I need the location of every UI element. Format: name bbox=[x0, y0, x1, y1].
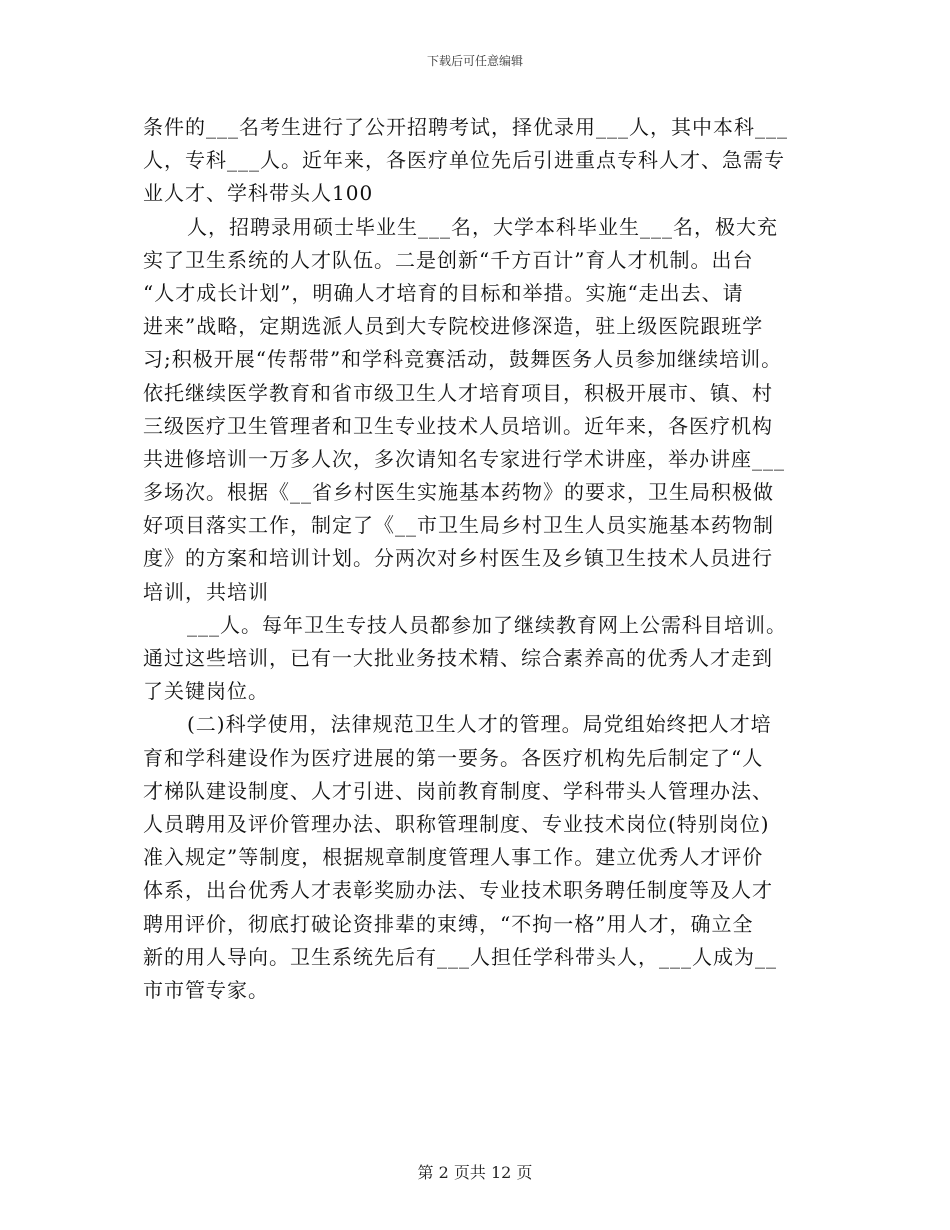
text-line: ___人。每年卫生专技人员都参加了继续教育网上公需科目培训。 bbox=[187, 612, 787, 637]
text-line: “人才成长计划”，明确人才培育的目标和举措。实施“走出去、请 bbox=[143, 280, 744, 305]
text-line: 条件的___名考生进行了公开招聘考试，择优录用___人，其中本科___ bbox=[143, 115, 788, 139]
text-line: 聘用评价，彻底打破论资排辈的束缚，“不拘一格”用人才，确立全 bbox=[143, 911, 754, 936]
text-line: 习;积极开展“传帮带”和学科竞赛活动，鼓舞医务人员参加继续培训。 bbox=[143, 347, 783, 372]
text-line: 依托继续医学教育和省市级卫生人才培育项目，积极开展市、镇、村 bbox=[143, 380, 773, 405]
text-line: 好项目落实工作，制定了《__市卫生局乡村卫生人员实施基本药物制 bbox=[143, 513, 774, 538]
text-line: 实了卫生系统的人才队伍。二是创新“千方百计”育人才机制。出台 bbox=[143, 247, 754, 272]
text-line: 人员聘用及评价管理办法、职称管理制度、专业技术岗位(特别岗位) bbox=[143, 811, 770, 836]
text-line: 准入规定”等制度，根据规章制度管理人事工作。建立优秀人才评价 bbox=[143, 845, 764, 870]
text-line: 多场次。根据《__省乡村医生实施基本药物》的要求，卫生局积极做 bbox=[143, 480, 774, 505]
page-footer: 第 2 页共 12 页 bbox=[417, 1163, 533, 1182]
text-line: (二)科学使用，法律规范卫生人才的管理。局党组始终把人才培 bbox=[187, 712, 772, 737]
page-header: 下载后可任意编辑 bbox=[426, 54, 523, 68]
text-line: 育和学科建设作为医疗进展的第一要务。各医疗机构先后制定了“人 bbox=[143, 745, 764, 770]
text-line: 人，专科___人。近年来，各医疗单位先后引进重点专科人才、急需专 bbox=[143, 148, 785, 173]
text-line: 了关键岗位。 bbox=[143, 679, 269, 704]
text-line: 业人才、学科带头人100 bbox=[143, 181, 374, 206]
text-line: 通过这些培训，已有一大批业务技术精、综合素养高的优秀人才走到 bbox=[143, 646, 773, 670]
text-line: 才梯队建设制度、人才引进、岗前教育制度、学科带头人管理办法、 bbox=[143, 778, 773, 803]
text-line: 培训，共培训 bbox=[143, 579, 269, 604]
text-line: 共进修培训一万多人次，多次请知名专家进行学术讲座，举办讲座___ bbox=[143, 446, 785, 471]
text-line: 体系，出台优秀人才表彰奖励办法、专业技术职务聘任制度等及人才 bbox=[143, 878, 773, 903]
document-body bbox=[143, 111, 823, 1007]
text-line: 人，招聘录用硕士毕业生___名，大学本科毕业生___名，极大充 bbox=[187, 214, 778, 239]
text-line: 三级医疗卫生管理者和卫生专业技术人员培训。近年来，各医疗机构 bbox=[143, 413, 773, 438]
text-line: 进来”战略，定期选派人员到大专院校进修深造，驻上级医院跟班学 bbox=[143, 314, 764, 339]
text-line: 市市管专家。 bbox=[143, 977, 269, 1002]
text-line: 度》的方案和培训计划。分两次对乡村医生及乡镇卫生技术人员进行 bbox=[143, 546, 773, 571]
text-line: 新的用人导向。卫生系统先后有___人担任学科带头人，___人成为__ bbox=[143, 944, 777, 969]
